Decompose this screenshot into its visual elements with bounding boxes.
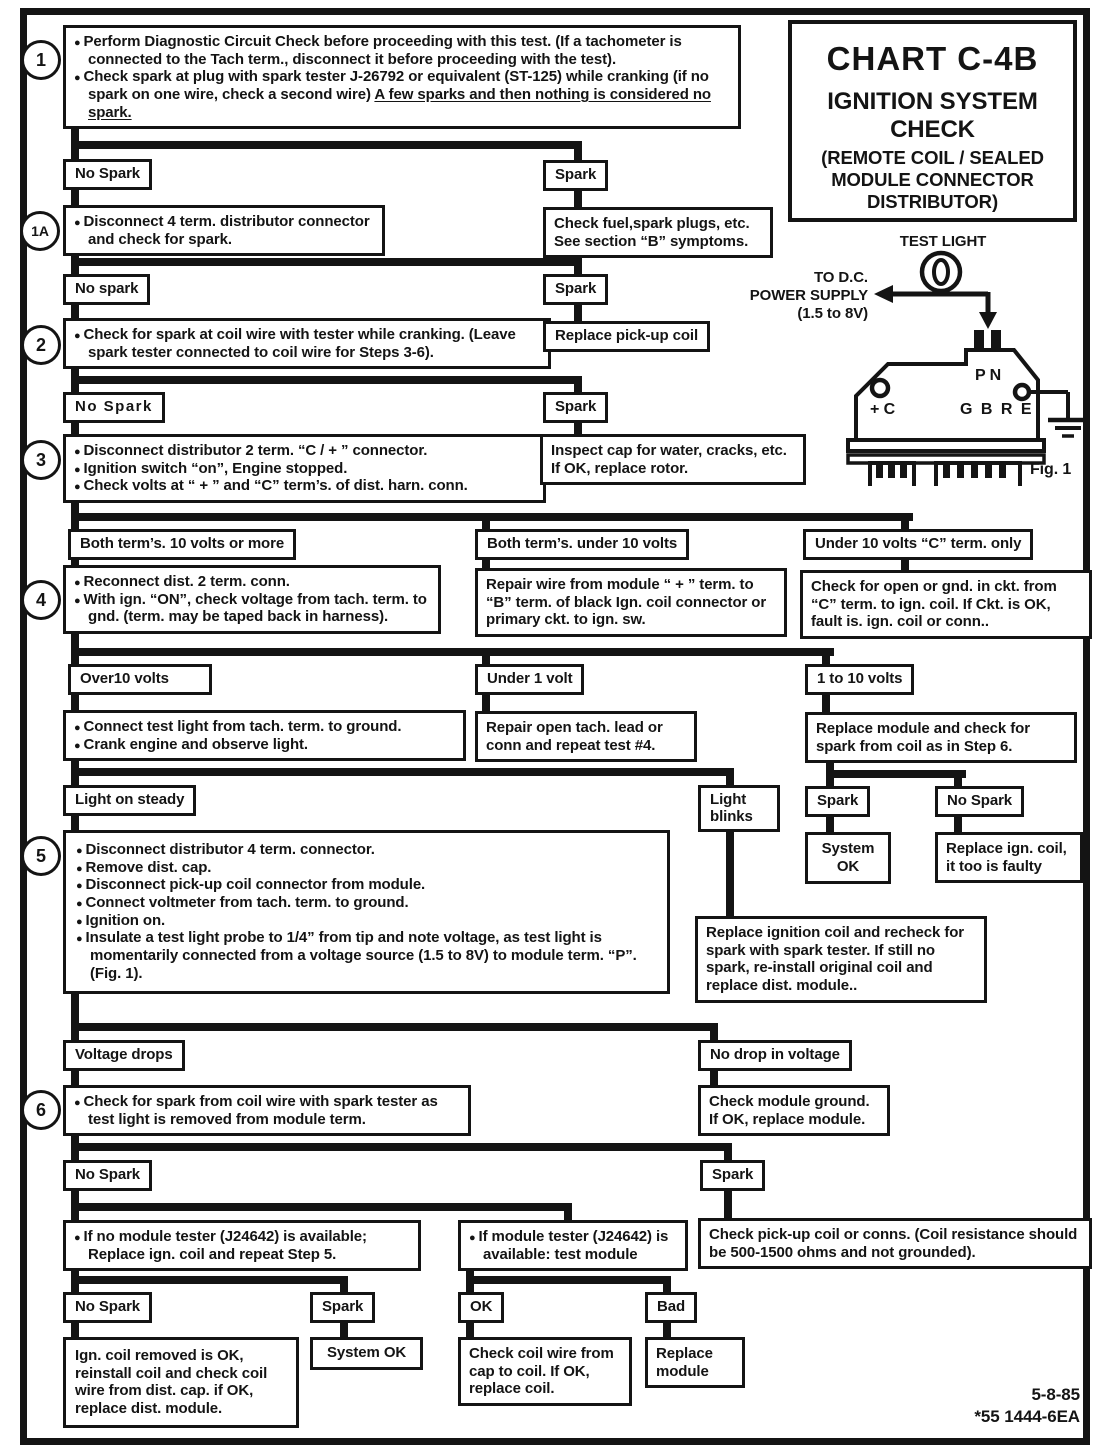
repair-tach-lead-box: Repair open tach. lead or conn and repeat test #4. [475, 711, 697, 762]
fig-power-supply-label: POWER SUPPLY [749, 287, 868, 304]
connector [466, 1276, 671, 1284]
chart-subtitle-line5: DISTRIBUTOR) [866, 190, 999, 212]
chart-title: CHART C-4B [826, 40, 1039, 77]
fig-stub-tooth [971, 463, 978, 478]
decision-spark-6: Spark [805, 786, 870, 817]
fig-stub-tooth [985, 463, 992, 478]
decision-1-to-10v: 1 to 10 volts [805, 664, 914, 695]
decision-no-spark-3: No Spark [63, 392, 165, 423]
fig-stub-tooth [876, 463, 883, 478]
fig-flange [848, 440, 1044, 451]
fig-left-arrowhead [874, 285, 893, 303]
connector [71, 1023, 718, 1031]
document-footer [870, 1384, 1080, 1428]
decision-ok-8: OK [458, 1292, 504, 1323]
decision-light-blinks: Light blinks [698, 785, 780, 832]
decision-under-10v-c-only: Under 10 volts “C” term. only [803, 529, 1033, 560]
tester-bullet-1: ● If module tester (J24642) is available: test module [469, 1228, 677, 1263]
replace-ign-coil-box: Replace ign. coil, it too is faulty [935, 832, 1083, 883]
step-3-badge: 3 [21, 440, 61, 480]
decision-no-spark-1: No Spark [63, 159, 152, 190]
step3-box [63, 434, 546, 503]
decision-spark-3: Spark [543, 392, 608, 423]
fig-gbre-label: G B R E [960, 401, 1034, 418]
replace-module-final-box: Replace module [645, 1337, 745, 1388]
coil-removed-ok-box: Ign. coil removed is OK, reinstall coil and check coil wire from dist. cap. if OK, replace dist. module. [63, 1337, 299, 1428]
fig-to-dc-label: TO D.C. [813, 269, 868, 286]
fig-down-arrowhead [979, 312, 997, 329]
decision-spark-1: Spark [543, 160, 608, 191]
step6-box [63, 1085, 471, 1136]
decision-spark-2: Spark [543, 274, 608, 305]
fig-test-light-label: TEST LIGHT [899, 233, 987, 250]
connect-test-light-box [63, 710, 466, 761]
system-ok-box: System OK [805, 832, 891, 884]
decision-over-10v: Over10 volts [68, 664, 212, 695]
connector [826, 770, 966, 778]
step1-bullet-1: ● Perform Diagnostic Circuit Check before proceeding with this test. (If a tachometer is connected to the Tach term., disconnect it before proceeding with the test). [74, 33, 730, 68]
fig-stub-tooth [900, 463, 907, 478]
step1-bullet-2: ● Check spark at plug with spark tester J-26792 or equivalent (ST-125) while cranking (if no spark on one wire, check a second wire) A few sparks and then nothing is considered no spark. [74, 68, 730, 121]
step5-bullet-4: ● Connect voltmeter from tach. term. to ground. [76, 894, 657, 912]
connector [71, 141, 582, 149]
decision-bad-8: Bad [645, 1292, 697, 1323]
step-5-badge: 5 [21, 836, 61, 876]
step1-box [63, 25, 741, 129]
chart-subtitle-line4: MODULE CONNECTOR [831, 169, 1034, 191]
decision-voltage-drops: Voltage drops [63, 1040, 185, 1071]
repair-wire-box: Repair wire from module “ + ” term. to “B” term. of black Ign. coil connector or primary ckt. to ign. sw. [475, 568, 787, 637]
fig-left-hole [872, 380, 888, 396]
fig-voltage-label: (1.5 to 8V) [797, 305, 868, 322]
chart-subtitle-line3: (REMOTE COIL / SEALED [821, 147, 1044, 169]
fig-pn-label: P N [974, 367, 1002, 384]
decision-no-spark-2: No spark [63, 274, 150, 305]
connector [71, 1143, 732, 1151]
replace-module-step6-box: Replace module and check for spark from coil as in Step 6. [805, 712, 1077, 763]
fig-caption: Fig. 1 [1030, 461, 1072, 478]
system-ok-final-box: System OK [310, 1337, 423, 1370]
decision-spark-7: Spark [700, 1160, 765, 1191]
chart-title-box [788, 20, 1077, 222]
decision-both-under-10v: Both term’s. under 10 volts [475, 529, 689, 560]
step3-bullet-1: ● Disconnect distributor 2 term. “C / + ” connector. [74, 442, 535, 460]
step-6-badge: 6 [21, 1090, 61, 1130]
fig-stub-tooth [888, 463, 895, 478]
connector [71, 648, 834, 656]
connector [71, 258, 582, 266]
decision-no-spark-8: No Spark [63, 1292, 152, 1323]
step1a-bullet-1: ● Disconnect 4 term. distributor connector and check for spark. [74, 213, 374, 248]
connector [71, 1276, 348, 1284]
connector [71, 768, 734, 776]
check-module-ground-box: Check module ground. If OK, replace module. [698, 1085, 890, 1136]
chart-subtitle-line1: IGNITION SYSTEM [827, 88, 1038, 115]
step5-bullet-2: ● Remove dist. cap. [76, 859, 657, 877]
step4-bullet-2: ● With ign. “ON”, check voltage from tach. term. to gnd. (term. may be taped back in harness). [74, 591, 430, 626]
connector [71, 1203, 572, 1211]
replace-pickup-coil-box: Replace pick-up coil [543, 321, 710, 352]
fig-plus-c-label: + C [870, 401, 896, 418]
check-fuel-box: Check fuel,spark plugs, etc. See section “B” symptoms. [543, 207, 773, 258]
fig-stub-tooth [943, 463, 950, 478]
connector [71, 376, 582, 384]
decision-no-spark-7: No Spark [63, 1160, 152, 1191]
decision-under-1v: Under 1 volt [475, 664, 584, 695]
footer-date: 5-8-85 [1031, 1385, 1080, 1404]
connector [71, 513, 913, 521]
fig-right-hole [1015, 385, 1029, 399]
step2-bullet-1: ● Check for spark at coil wire with tester while cranking. (Leave spark tester connected to coil wire for Steps 3-6). [74, 326, 540, 361]
check-coil-wire-box: Check coil wire from cap to coil. If OK, replace coil. [458, 1337, 632, 1406]
step5-bullet-1: ● Disconnect distributor 4 term. connector. [76, 841, 657, 859]
inspect-cap-box: Inspect cap for water, cracks, etc. If OK, replace rotor. [540, 434, 806, 485]
test-light-bullet-1: ● Connect test light from tach. term. to ground. [74, 718, 455, 736]
decision-spark-8: Spark [310, 1292, 375, 1323]
footer-doc-number: *55 1444-6EA [974, 1407, 1080, 1427]
module-tester-box [458, 1220, 688, 1271]
step1-underline-note: A few sparks and then nothing is considered no spark. [88, 86, 711, 121]
replace-coil-recheck-box: Replace ignition coil and recheck for spark with spark tester. If still no spark, re-install original coil and replace dist. module.. [695, 916, 987, 1003]
chart-subtitle-line2: CHECK [890, 115, 975, 143]
check-open-gnd-box: Check for open or gnd. in ckt. from “C” term. to ign. coil. If Ckt. is OK, fault is. ign. coil or conn.. [800, 570, 1092, 639]
step4-box [63, 565, 441, 634]
test-light-bullet-2: ● Crank engine and observe light. [74, 736, 455, 754]
step-1a-badge: 1A [20, 211, 60, 251]
check-pickup-coil-box: Check pick-up coil or conns. (Coil resistance should be 500-1500 ohms and not grounded). [698, 1218, 1092, 1269]
step1a-box [63, 205, 385, 256]
step5-bullet-5: ● Ignition on. [76, 912, 657, 930]
step3-bullet-3: ● Check volts at “ + ” and “C” term’s. of dist. harn. conn. [74, 477, 535, 495]
decision-light-on-steady: Light on steady [63, 785, 196, 816]
decision-both-10v-or-more: Both term’s. 10 volts or more [68, 529, 296, 560]
no-tester-bullet-1: ● If no module tester (J24642) is available; Replace ign. coil and repeat Step 5. [74, 1228, 410, 1263]
step-4-badge: 4 [21, 580, 61, 620]
decision-no-drop: No drop in voltage [698, 1040, 852, 1071]
fig-stub-tooth [999, 463, 1006, 478]
step5-box [63, 830, 670, 994]
step3-bullet-2: ● Ignition switch “on”, Engine stopped. [74, 460, 535, 478]
step4-bullet-1: ● Reconnect dist. 2 term. conn. [74, 573, 430, 591]
no-module-tester-box [63, 1220, 421, 1271]
step-2-badge: 2 [21, 325, 61, 365]
decision-no-spark-6: No Spark [935, 786, 1024, 817]
step5-bullet-3: ● Disconnect pick-up coil connector from module. [76, 876, 657, 894]
step-1-badge: 1 [21, 40, 61, 80]
step2-box [63, 318, 551, 369]
step6-bullet-1: ● Check for spark from coil wire with spark tester as test light is removed from module term. [74, 1093, 460, 1128]
step5-bullet-6: ● Insulate a test light probe to 1/4” from tip and note voltage, as test light is momentarily connected from a voltage source (1.5 to 8V) to module term. “P”. (Fig. 1). [76, 929, 657, 982]
fig-stub-tooth [957, 463, 964, 478]
